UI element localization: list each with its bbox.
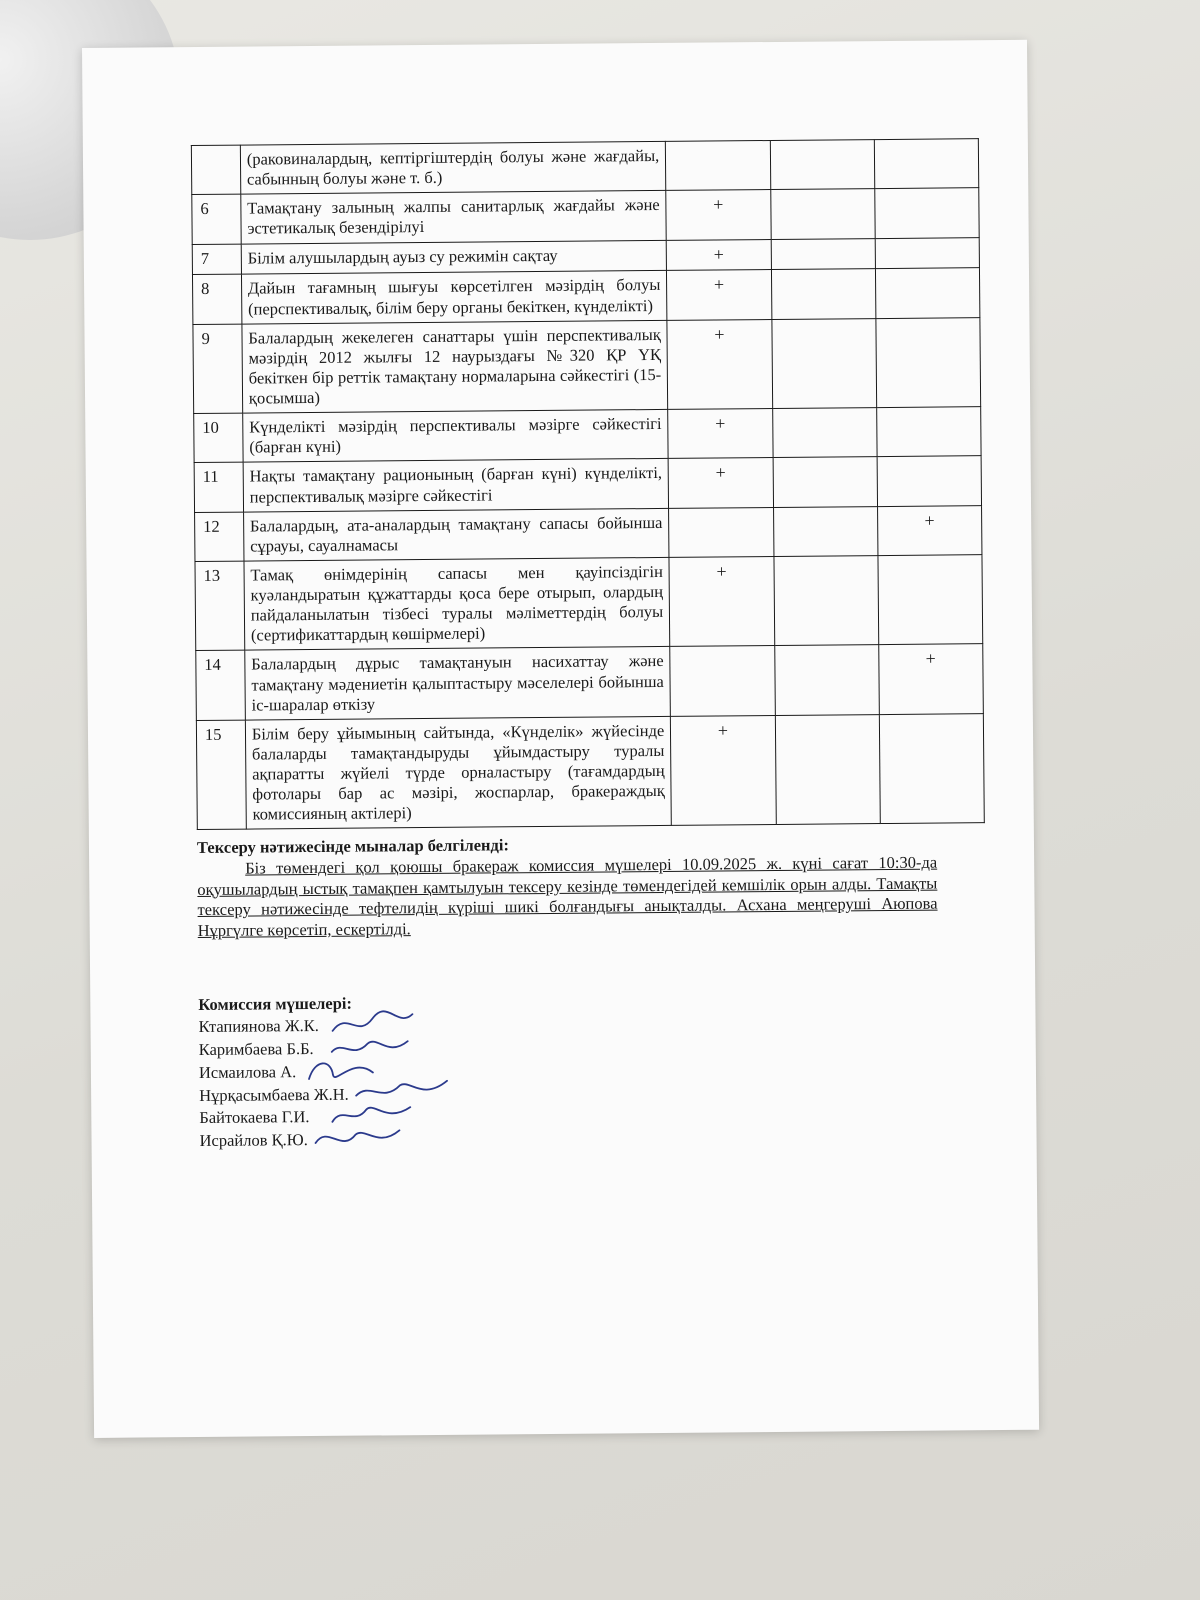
criterion-text: Балалардың, ата-аналардың тамақтану сапасы бойынша сұрауы, сауалнамасы xyxy=(243,508,669,561)
findings-section xyxy=(197,832,938,942)
row-number: 9 xyxy=(193,324,243,414)
member-name: Ктапиянова Ж.К. xyxy=(198,1016,319,1037)
mark-cell-3 xyxy=(874,139,979,189)
mark-cell-2 xyxy=(771,238,875,270)
criterion-text: Тамақтану залының жалпы санитарлық жағдайы және эстетикалық безендірілуі xyxy=(241,191,667,244)
criterion-text: Дайын тағамның шығуы көрсетілген мәзірдің болуы (перспективалық, білім беру органы бекіткен, күнделікті) xyxy=(241,271,667,324)
mark-cell-2 xyxy=(770,140,875,190)
member-list xyxy=(198,1009,991,1152)
criterion-text: Тамақ өнімдерінің сапасы мен қауіпсіздігін куәландыратын құжаттарды қоса бере отырып, олардың пайдаланылатын тізбесі туралы мәліметтердің болуы (сертификаттардың көшірмелері) xyxy=(244,557,670,650)
row-number: 13 xyxy=(195,561,245,651)
mark-cell-3 xyxy=(876,407,981,457)
mark-cell-3: + xyxy=(877,505,982,555)
mark-cell-3 xyxy=(875,268,980,318)
mark-cell-1: + xyxy=(666,190,771,240)
mark-cell-3 xyxy=(875,237,980,269)
table-row xyxy=(193,317,981,413)
mark-cell-2 xyxy=(773,457,878,507)
mark-cell-2 xyxy=(773,506,878,556)
commission-heading: Комиссия мүшелері: xyxy=(198,993,353,1014)
mark-cell-2 xyxy=(771,269,876,319)
mark-cell-1 xyxy=(669,507,774,557)
mark-cell-1 xyxy=(666,141,771,191)
row-number: 6 xyxy=(192,194,241,244)
document-content xyxy=(191,138,992,1153)
row-number: 10 xyxy=(194,413,243,463)
member-name: Каримбаева Б.Б. xyxy=(198,1039,314,1060)
findings-heading: Тексеру нәтижесінде мыналар белгіленді: xyxy=(196,835,509,858)
table-row xyxy=(194,456,981,512)
mark-cell-3 xyxy=(876,317,981,407)
mark-cell-2 xyxy=(772,408,877,458)
criterion-text: Нақты тамақтану рационының (барған күні) күнделікті, перспективалық мәзірге сәйкестігі xyxy=(243,459,669,512)
mark-cell-1: + xyxy=(667,319,772,409)
mark-cell-2 xyxy=(774,556,879,646)
table-row xyxy=(191,139,978,195)
mark-cell-3 xyxy=(879,713,984,824)
table-row xyxy=(196,713,984,829)
member-name: Байтокаева Г.И. xyxy=(199,1107,310,1128)
paper-sheet xyxy=(82,40,1039,1438)
mark-cell-2 xyxy=(771,318,876,408)
member-name: Нұрқасымбаева Ж.Н. xyxy=(199,1084,349,1105)
member-name: Исмаилова А. xyxy=(198,1062,297,1082)
criterion-text: Балалардың дұрыс тамақтануын насихаттау және тамақтану мәдениетін қалыптастыру мәселелері бойынша іс-шаралар өткізу xyxy=(245,647,671,720)
mark-cell-1 xyxy=(670,646,775,716)
mark-cell-1: + xyxy=(667,270,772,320)
mark-cell-2 xyxy=(770,189,875,239)
criterion-text: (раковиналардың, кептіргіштердің болуы және жағдайы, сабынның болуы және т. б.) xyxy=(240,141,666,194)
table-row xyxy=(195,505,982,561)
table-row xyxy=(195,555,983,651)
mark-cell-1: + xyxy=(668,409,773,459)
table-row xyxy=(196,644,984,720)
mark-cell-3 xyxy=(877,456,982,506)
inspection-table xyxy=(191,138,985,830)
table-row xyxy=(192,188,979,244)
row-number: 15 xyxy=(196,720,246,830)
mark-cell-3 xyxy=(878,555,983,645)
member-name: Исрайлов Қ.Ю. xyxy=(199,1130,308,1151)
mark-cell-1: + xyxy=(666,239,771,271)
mark-cell-3: + xyxy=(878,644,983,714)
row-number: 12 xyxy=(195,512,244,562)
findings-text: Біз төмендегі қол қоюшы бракераж комиссия мүшелері 10.09.2025 ж. күні сағат 10:30-да оқушылардың ыстық тамақпен қамтылуын тексеру кезінде төмендегідей кемшілік орын алды. Тамақты тексеру нәтижесінде тефтелидің күріші шикі болғандығы анықталды. Асхана меңгеруші Аюпова Нұргүлге көрсетіп, ескертілді. xyxy=(197,852,938,940)
mark-cell-1: + xyxy=(671,715,776,826)
row-number xyxy=(191,145,240,195)
mark-cell-3 xyxy=(874,188,979,238)
criterion-text: Білім беру ұйымының сайтында, «Күнделік» жүйесінде балаларды тамақтандыруды ұйымдастыру туралы ақпаратты жүйелі түрде орналастыру (тағамдардың фотолары бар ас мәзірі, жоспарлар, бракераждық комиссияның актілері) xyxy=(245,716,671,829)
commission-section xyxy=(198,987,991,1153)
criterion-text: Балалардың жекелеген санаттары үшін перспективалық мәзірдің 2012 жылғы 12 наурыздағы №320 ҚР ҮҚ бекіткен бір реттік тамақтану нормаларына сәйкестігі (15-қосымша) xyxy=(242,320,668,413)
row-number: 11 xyxy=(194,463,243,513)
row-number: 8 xyxy=(192,275,241,325)
row-number: 14 xyxy=(196,651,245,721)
table-row xyxy=(194,407,981,463)
criterion-text: Білім алушылардың ауыз су режимін сақтау xyxy=(241,240,667,275)
signature xyxy=(311,1128,401,1161)
mark-cell-2 xyxy=(774,645,879,715)
row-number: 7 xyxy=(192,244,241,275)
mark-cell-1: + xyxy=(668,458,773,508)
criterion-text: Күнделікті мәзірдің перспективалы мәзірге сәйкестігі (барған күні) xyxy=(243,410,669,463)
mark-cell-1: + xyxy=(669,556,774,646)
table-row xyxy=(192,268,979,324)
mark-cell-2 xyxy=(775,714,880,825)
